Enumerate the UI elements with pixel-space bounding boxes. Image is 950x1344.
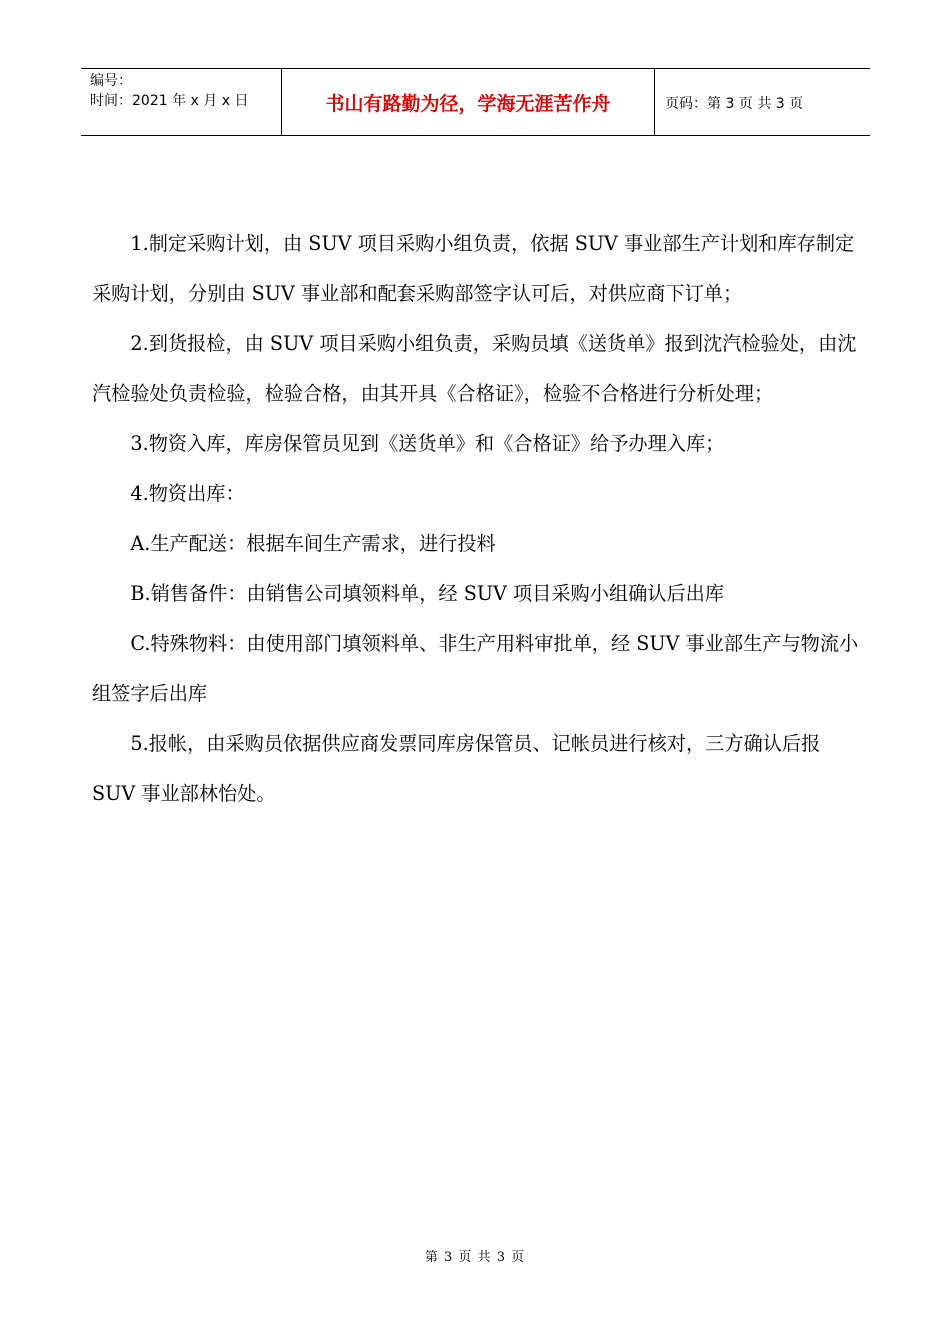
document-header — [81, 68, 870, 136]
paragraph-2: 2.到货报检，由 SUV 项目采购小组负责，采购员填《送货单》报到沈汽检验处，由沈汽检验处负责检验，检验合格，由其开具《合格证》，检验不合格进行分析处理； — [92, 332, 857, 405]
header-meta-cell — [81, 69, 282, 136]
document-body — [92, 219, 862, 819]
header-page-cell — [655, 69, 870, 136]
paragraph-1: 1.制定采购计划，由 SUV 项目采购小组负责，依据 SUV 事业部生产计划和库存制定采购计划，分别由 SUV 事业部和配套采购部签字认可后，对供应商下订单； — [92, 232, 855, 305]
motto-text: 书山有路勤为径，学海无涯苦作舟 — [325, 93, 611, 115]
page-footer: 第 3 页 共 3 页 — [424, 1250, 526, 1265]
page-info: 页码：第 3 页 共 3 页 — [665, 95, 804, 112]
time-label: 时间：2021 年 x 月 x 日 — [90, 93, 249, 109]
paragraph-5: 5.报帐，由采购员依据供应商发票同库房保管员、记帐员进行核对，三方确认后报 SUV 事业部林怡处。 — [92, 732, 821, 805]
paragraph-4c: C.特殊物料：由使用部门填领料单、非生产用料审批单，经 SUV 事业部生产与物流小组签字后出库 — [92, 632, 859, 705]
paragraph-3: 3.物资入库，库房保管员见到《送货单》和《合格证》给予办理入库； — [130, 432, 725, 455]
paragraph-4a: A.生产配送：根据车间生产需求，进行投料 — [130, 532, 496, 555]
paragraph-4b: B.销售备件：由销售公司填领料单，经 SUV 项目采购小组确认后出库 — [130, 582, 725, 605]
paragraph-4: 4.物资出库： — [130, 482, 245, 505]
number-label: 编号： — [90, 73, 132, 89]
header-motto-cell — [282, 69, 655, 136]
